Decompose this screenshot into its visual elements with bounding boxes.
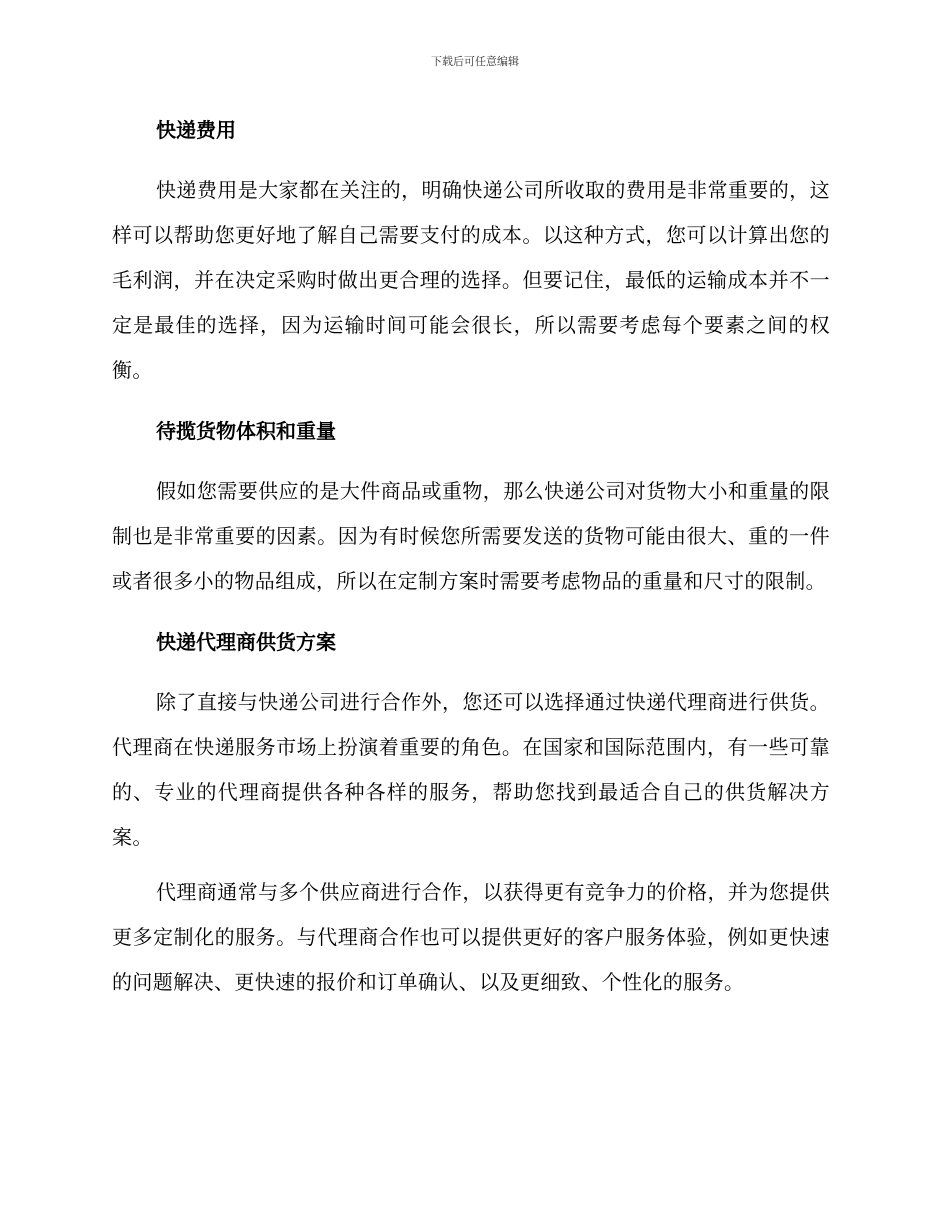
paragraph-agent-supply-plan-2: 代理商通常与多个供应商进行合作，以获得更有竞争力的价格，并为您提供更多定制化的服务。与代理商合作也可以提供更好的客户服务体验，例如更快速的问题解决、更快速的报价和订单确认、以及更细致、个性化的服务。 [112,880,830,994]
paragraph-agent-supply-plan-1: 除了直接与快递公司进行合作外，您还可以选择通过快递代理商进行供货。代理商在快递服务市场上扮演着重要的角色。在国家和国际范围内，有一些可靠的、专业的代理商提供各种各样的服务，帮助您找到最适合自己的供货解决方案。 [112,690,830,849]
section-heading-cargo-volume-weight: 待揽货物体积和重量 [156,419,336,443]
paragraph-express-fees: 快递费用是大家都在关注的，明确快递公司所收取的费用是非常重要的，这样可以帮助您更好地了解自己需要支付的成本。以这种方式，您可以计算出您的毛利润，并在决定采购时做出更合理的选择。但要记住，最低的运输成本并不一定是最佳的选择，因为运输时间可能会很长，所以需要考虑每个要素之间的权衡。 [112,178,830,382]
page-header: 下载后可任意编辑 [431,55,519,68]
section-heading-agent-supply-plan: 快递代理商供货方案 [156,630,336,654]
section-heading-express-fees: 快递费用 [156,118,236,142]
document-body [112,112,830,1005]
paragraph-cargo-volume-weight: 假如您需要供应的是大件商品或重物，那么快递公司对货物大小和重量的限制也是非常重要的因素。因为有时候您所需要发送的货物可能由很大、重的一件或者很多小的物品组成，所以在定制方案时需要考虑物品的重量和尺寸的限制。 [112,479,830,593]
